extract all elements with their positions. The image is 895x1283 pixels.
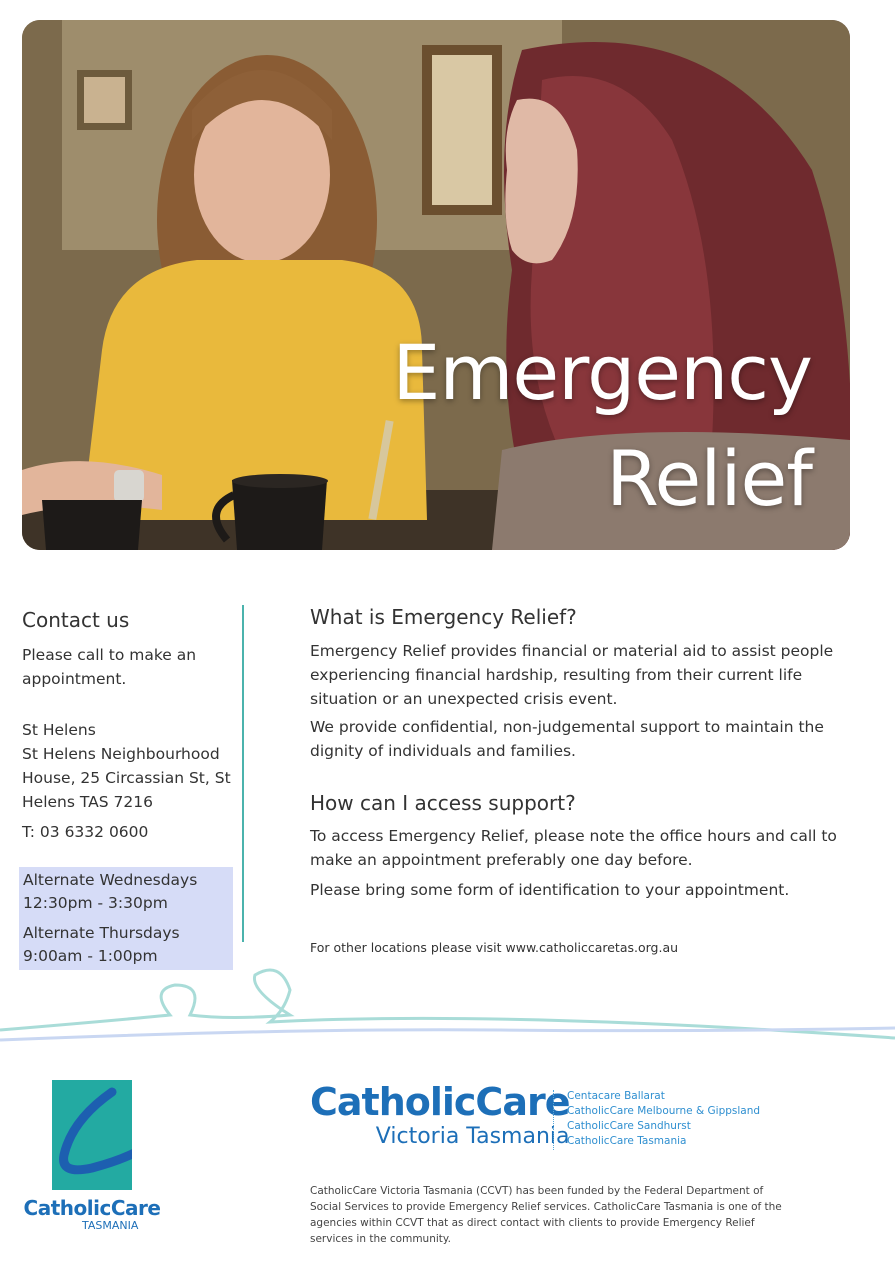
hero-title-line2: Relief bbox=[606, 434, 812, 523]
logo-name: CatholicCare bbox=[23, 1196, 161, 1220]
what-is-heading: What is Emergency Relief? bbox=[310, 605, 577, 629]
funding-note: CatholicCare Victoria Tasmania (CCVT) has been funded by the Federal Department of Social Services to provide Emergency Relief services. CatholicCare Tasmania is one of the agencies within CCVT that as direct contact with clients to provide Emergency Relief services in the community. bbox=[310, 1184, 782, 1245]
brand-divider bbox=[553, 1090, 555, 1150]
agency-item: CatholicCare Tasmania bbox=[567, 1135, 687, 1147]
logo-swoosh-icon bbox=[52, 1080, 132, 1190]
catholiccare-logo bbox=[52, 1080, 132, 1190]
agency-item: Centacare Ballarat bbox=[567, 1090, 665, 1102]
access-paragraph: To access Emergency Relief, please note the office hours and call to make an appointment preferably one day before. bbox=[310, 827, 837, 869]
phone-number[interactable]: T: 03 6332 0600 bbox=[22, 823, 149, 841]
hours-day: Alternate Thursdays bbox=[23, 924, 180, 942]
office-hours bbox=[19, 867, 233, 970]
ribbon-decoration bbox=[0, 960, 895, 1050]
location-address: St Helens Neighbourhood House, 25 Circassian St, St Helens TAS 7216 bbox=[22, 745, 231, 811]
hero-title-line1: Emergency bbox=[392, 328, 812, 417]
hours-time: 12:30pm - 3:30pm bbox=[23, 894, 168, 912]
how-access-heading: How can I access support? bbox=[310, 791, 576, 815]
hours-day: Alternate Wednesdays bbox=[23, 871, 198, 889]
column-divider bbox=[242, 605, 244, 942]
agency-item: CatholicCare Sandhurst bbox=[567, 1120, 691, 1132]
location-name: St Helens bbox=[22, 721, 96, 739]
contact-heading: Contact us bbox=[22, 608, 130, 632]
other-locations-link[interactable]: For other locations please visit www.catholiccaretas.org.au bbox=[310, 939, 679, 955]
logo-subtitle: TASMANIA bbox=[82, 1219, 139, 1232]
what-is-paragraph: Emergency Relief provides financial or material aid to assist people experiencing financial hardship, resulting from their current life situation or an unexpected crisis event. bbox=[310, 642, 834, 708]
brand-block bbox=[310, 1080, 569, 1150]
contact-description: Please call to make an appointment. bbox=[22, 646, 197, 688]
brand-name: CatholicCare bbox=[310, 1080, 570, 1124]
hero-photo bbox=[22, 20, 850, 550]
hours-time: 9:00am - 1:00pm bbox=[23, 947, 158, 965]
logo-wordmark bbox=[22, 1196, 162, 1232]
brand-subtitle: Victoria Tasmania bbox=[375, 1124, 570, 1149]
agency-list bbox=[567, 1089, 760, 1149]
support-paragraph: We provide confidential, non-judgemental support to maintain the dignity of individuals and families. bbox=[310, 718, 824, 760]
hero-title bbox=[392, 320, 812, 532]
agency-item: CatholicCare Melbourne & Gippsland bbox=[567, 1105, 761, 1117]
identification-paragraph: Please bring some form of identification to your appointment. bbox=[310, 881, 790, 899]
